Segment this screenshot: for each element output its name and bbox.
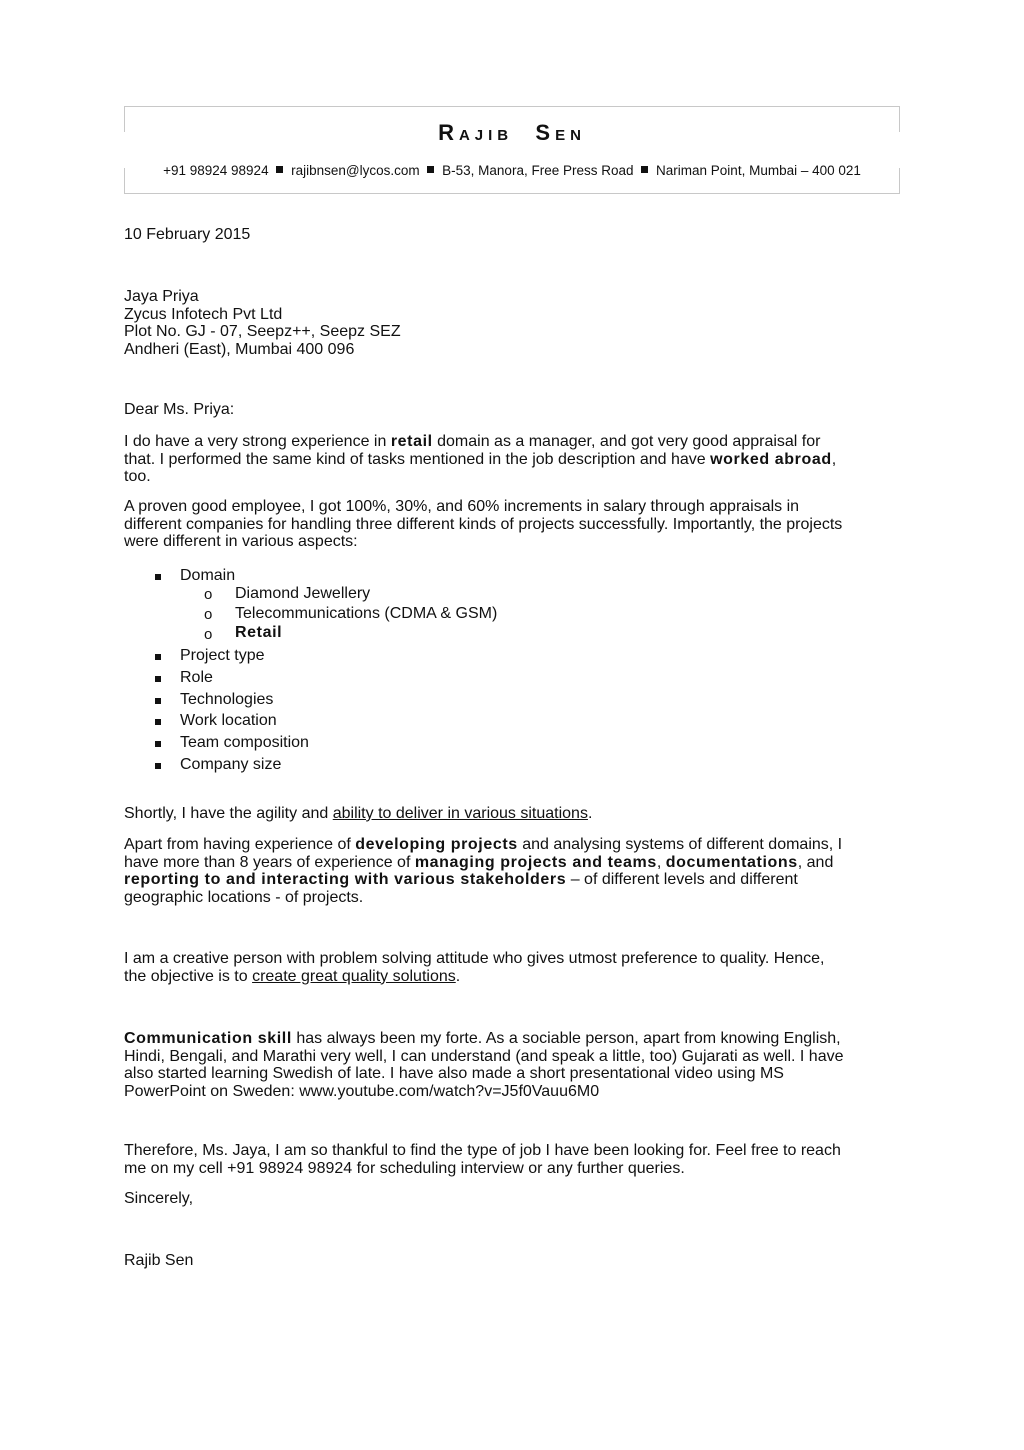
- list-item: Retail: [235, 624, 283, 641]
- letter-date: 10 February 2015: [124, 226, 251, 243]
- paragraph-2: A proven good employee, I got 100%, 30%, and 60% increments in salary through appraisals in different companies for handling three different kinds of projects successfully. Importantly, the projects were different in various aspects:: [124, 498, 843, 550]
- recipient-address-1: Plot No. GJ - 07, Seepz++, Seepz SEZ: [124, 323, 401, 340]
- paragraph-1: I do have a very strong experience in retail domain as a manager, and got very good appraisal for that. I performed the same kind of tasks mentioned in the job description and have worked abroad, too.: [124, 433, 837, 485]
- list-item: Domain: [180, 567, 236, 584]
- list-item: Work location: [180, 712, 277, 729]
- square-bullet-icon: [155, 719, 161, 725]
- sender-address: B-53, Manora, Free Press Road: [442, 163, 634, 178]
- recipient-address-2: Andheri (East), Mumbai 400 096: [124, 340, 355, 358]
- square-bullet-icon: [155, 676, 161, 682]
- signature: Rajib Sen: [124, 1252, 194, 1269]
- square-bullet-icon: [155, 763, 161, 769]
- list-item: Company size: [180, 756, 282, 773]
- list-item: Role: [180, 669, 213, 686]
- salutation: Dear Ms. Priya:: [124, 401, 235, 418]
- list-item: Technologies: [180, 691, 274, 708]
- list-item: Project type: [180, 647, 265, 664]
- square-bullet-icon: [155, 741, 161, 747]
- list-item: Team composition: [180, 734, 309, 751]
- sender-name: RAJIB SEN: [438, 120, 586, 145]
- square-bullet-icon: [155, 654, 161, 660]
- contact-line: [124, 163, 900, 178]
- sender-area: Nariman Point, Mumbai – 400 021: [656, 163, 861, 178]
- square-bullet-icon: [155, 698, 161, 704]
- square-bullet-icon: [276, 166, 283, 173]
- letterhead-box: [124, 106, 900, 194]
- square-bullet-icon: [641, 166, 648, 173]
- square-bullet-icon: [155, 574, 161, 580]
- paragraph-6: Communication skill has always been my forte. As a sociable person, apart from knowing English, Hindi, Bengali, and Marathi very well, I can understand (and speak a little, too) Gujarati as well. I have also started learning Swedish of late. I have also made a short presentational video using MS PowerPoint on Sweden: www.youtube.com/watch?v=J5f0Vauu6M0: [124, 1030, 844, 1100]
- recipient-name: Jaya Priya: [124, 288, 199, 305]
- circle-bullet-icon: o: [204, 626, 213, 643]
- list-item: Telecommunications (CDMA & GSM): [235, 605, 498, 622]
- recipient-block: [124, 288, 904, 358]
- paragraph-5: I am a creative person with problem solving attitude who gives utmost preference to quality. Hence, the objective is to create great quality solutions.: [124, 950, 825, 985]
- sender-email: rajibnsen@lycos.com: [291, 163, 420, 178]
- paragraph-3: Shortly, I have the agility and ability to deliver in various situations.: [124, 805, 593, 822]
- sender-phone: +91 98924 98924: [163, 163, 269, 178]
- paragraph-4: Apart from having experience of developing projects and analysing systems of different domains, I have more than 8 years of experience of managing projects and teams, documentations, and reporting to and interacting with various stakeholders – of different levels and different geographic locations - of projects.: [124, 836, 843, 906]
- circle-bullet-icon: o: [204, 586, 213, 603]
- circle-bullet-icon: o: [204, 606, 213, 623]
- recipient-company: Zycus Infotech Pvt Ltd: [124, 305, 283, 323]
- square-bullet-icon: [427, 166, 434, 173]
- paragraph-7: Therefore, Ms. Jaya, I am so thankful to find the type of job I have been looking for. Feel free to reach me on my cell +91 98924 98924 for scheduling interview or any further queries.: [124, 1142, 841, 1177]
- list-item: Diamond Jewellery: [235, 585, 371, 602]
- closing: Sincerely,: [124, 1190, 194, 1207]
